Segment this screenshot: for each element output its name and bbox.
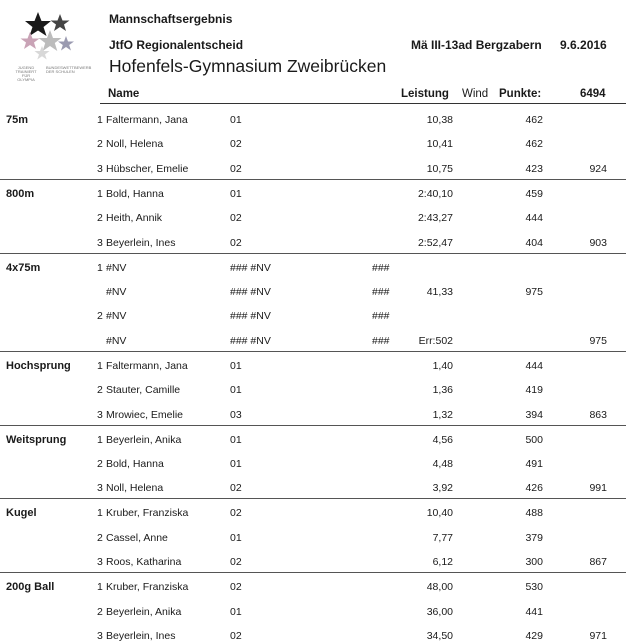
points-value: 444 (525, 359, 543, 372)
athlete-name: Mrowiec, Emelie (106, 408, 184, 421)
points-value: 975 (525, 286, 543, 298)
section-divider (0, 179, 626, 180)
athlete-code: 01 (230, 187, 242, 200)
logo (8, 10, 92, 85)
performance-value: 4,56 (432, 433, 453, 446)
points-value: 530 (525, 581, 543, 594)
section-divider (0, 351, 626, 352)
athlete-rank: 1 (97, 187, 103, 200)
points-value: 459 (525, 187, 543, 200)
points-value: 462 (525, 138, 543, 151)
points-value: 441 (525, 605, 543, 618)
points-value: 404 (525, 236, 543, 249)
performance-value: 10,75 (426, 162, 453, 175)
discipline-total: 903 (589, 236, 607, 249)
performance-value: 1,36 (432, 384, 453, 397)
athlete-code: 02 (230, 138, 242, 151)
points-value: 379 (525, 531, 543, 544)
athlete-rank: 2 (97, 212, 103, 225)
points-value: 394 (525, 408, 543, 421)
discipline-name: 800m (6, 187, 35, 200)
extra-value: ### (372, 334, 390, 347)
points-value: 444 (525, 212, 543, 225)
athlete-name: Beyerlein, Anika (106, 605, 182, 618)
athlete-name: Kruber, Franziska (106, 507, 189, 520)
total-points: 6494 (580, 88, 606, 100)
column-header-name: Name (108, 88, 140, 100)
athlete-code: 01 (230, 359, 242, 372)
performance-value: 10,41 (426, 138, 453, 151)
performance-value: 10,40 (426, 507, 453, 520)
performance-value: 36,00 (426, 605, 453, 618)
athlete-name: Bold, Hanna (106, 187, 164, 200)
athlete-rank: 3 (97, 482, 103, 495)
performance-value: 2:43,27 (417, 212, 453, 225)
athlete-rank: 2 (97, 458, 103, 470)
points-value: 419 (525, 384, 543, 397)
athlete-code: 02 (230, 162, 242, 175)
athlete-rank: 2 (97, 605, 103, 618)
discipline-total: 971 (589, 630, 607, 642)
athlete-code: ### #NV (230, 310, 271, 323)
logo-caption-right-0: BUNDESWETTBEWERB (46, 65, 92, 70)
performance-value: Err:502 (418, 334, 453, 347)
logo-caption-left-2: FÜR (21, 73, 31, 78)
event-date: 9.6.2016 (560, 38, 607, 52)
header-divider (100, 103, 626, 104)
athlete-code: 02 (230, 212, 242, 225)
discipline-name: Kugel (6, 507, 37, 520)
athlete-rank: 1 (97, 359, 103, 372)
athlete-code: 02 (230, 630, 242, 642)
athlete-name: Faltermann, Jana (106, 359, 188, 372)
discipline-total: 867 (589, 556, 607, 569)
discipline-name: Weitsprung (6, 433, 67, 446)
performance-value: 48,00 (426, 581, 453, 594)
athlete-rank: 1 (97, 261, 103, 274)
performance-value: 41,33 (426, 286, 453, 298)
logo-caption-left-3: OLYMPIA (17, 77, 35, 82)
athlete-code: 01 (230, 114, 242, 126)
performance-value: 1,40 (432, 359, 453, 372)
performance-value: 2:52,47 (417, 236, 453, 249)
athlete-rank: 2 (97, 138, 103, 151)
discipline-name: 4x75m (6, 261, 41, 274)
column-header-wind: Wind (462, 88, 489, 100)
athlete-rank: 2 (97, 310, 103, 323)
athlete-code: ### #NV (230, 261, 271, 274)
athlete-name: Hübscher, Emelie (106, 162, 189, 175)
athlete-name: Beyerlein, Anika (106, 433, 182, 446)
performance-value: 2:40,10 (417, 187, 453, 200)
document-title: Mannschaftsergebnis (109, 12, 233, 26)
athlete-name: Cassel, Anne (106, 531, 168, 544)
extra-value: ### (372, 310, 390, 323)
section-divider (0, 253, 626, 254)
athlete-name: Beyerlein, Ines (106, 630, 176, 642)
points-value: 429 (525, 630, 543, 642)
athlete-rank: 2 (97, 531, 103, 544)
points-value: 423 (525, 162, 543, 175)
athlete-code: 02 (230, 507, 242, 520)
school-name: Hofenfels-Gymnasium Zweibrücken (109, 56, 387, 76)
points-value: 426 (525, 482, 543, 495)
athlete-rank: 2 (97, 384, 103, 397)
athlete-code: 01 (230, 605, 242, 618)
section-divider (0, 425, 626, 426)
performance-value: 3,92 (432, 482, 453, 495)
discipline-total: 924 (589, 162, 607, 175)
athlete-code: 02 (230, 482, 242, 495)
extra-value: ### (372, 261, 390, 274)
points-value: 462 (525, 114, 543, 126)
athlete-rank: 3 (97, 162, 103, 175)
athlete-code: 02 (230, 556, 242, 569)
athlete-rank: 3 (97, 236, 103, 249)
athlete-code: 01 (230, 433, 242, 446)
athlete-code: 01 (230, 531, 242, 544)
athlete-name: Stauter, Camille (106, 384, 181, 397)
section-divider (0, 498, 626, 499)
athlete-rank: 1 (97, 581, 103, 594)
athlete-code: ### #NV (230, 334, 271, 347)
points-value: 500 (525, 433, 543, 446)
section-divider (0, 572, 626, 573)
athlete-rank: 1 (97, 114, 103, 126)
athlete-code: 02 (230, 581, 242, 594)
performance-value: 10,38 (426, 114, 453, 126)
logo-caption-left-0: JUGEND (17, 65, 35, 70)
athlete-name: #NV (106, 310, 127, 323)
athlete-code: 01 (230, 458, 242, 470)
category-location: Mä III-13ad Bergzabern (411, 38, 542, 52)
performance-value: 4,48 (432, 458, 453, 470)
athlete-name: Faltermann, Jana (106, 114, 188, 126)
athlete-rank: 3 (97, 408, 103, 421)
performance-value: 7,77 (432, 531, 453, 544)
extra-value: ### (372, 286, 390, 298)
logo-caption-right-1: DER SCHULEN (46, 69, 75, 74)
athlete-name: #NV (106, 261, 127, 274)
athlete-name: Kruber, Franziska (106, 581, 189, 594)
event-name: JtfO Regionalentscheid (109, 38, 244, 52)
performance-value: 34,50 (426, 630, 453, 642)
athlete-name: Noll, Helena (106, 138, 164, 151)
column-header-punkte: Punkte: (499, 88, 542, 100)
discipline-total: 863 (589, 408, 607, 421)
discipline-name: 75m (6, 114, 29, 126)
athlete-rank: 3 (97, 630, 103, 642)
athlete-name: Roos, Katharina (106, 556, 182, 569)
athlete-code: 03 (230, 408, 242, 421)
points-value: 488 (525, 507, 543, 520)
athlete-rank: 1 (97, 433, 103, 446)
discipline-name: Hochsprung (6, 359, 71, 372)
points-value: 491 (525, 458, 543, 470)
athlete-name: Heith, Annik (106, 212, 163, 225)
discipline-name: 200g Ball (6, 581, 55, 594)
athlete-rank: 1 (97, 507, 103, 520)
athlete-code: 01 (230, 384, 242, 397)
discipline-total: 991 (589, 482, 607, 495)
performance-value: 1,32 (432, 408, 453, 421)
athlete-name: #NV (106, 286, 127, 298)
athlete-name: #NV (106, 334, 127, 347)
column-header-leistung: Leistung (401, 88, 449, 100)
discipline-total: 975 (589, 334, 607, 347)
athlete-name: Noll, Helena (106, 482, 164, 495)
performance-value: 6,12 (432, 556, 453, 569)
athlete-name: Beyerlein, Ines (106, 236, 176, 249)
athlete-code: ### #NV (230, 286, 271, 298)
athlete-rank: 3 (97, 556, 103, 569)
logo-caption-left-1: TRAINIERT (15, 69, 37, 74)
athlete-name: Bold, Hanna (106, 458, 164, 470)
stars-logo-icon (8, 10, 88, 66)
points-value: 300 (525, 556, 543, 569)
athlete-code: 02 (230, 236, 242, 249)
